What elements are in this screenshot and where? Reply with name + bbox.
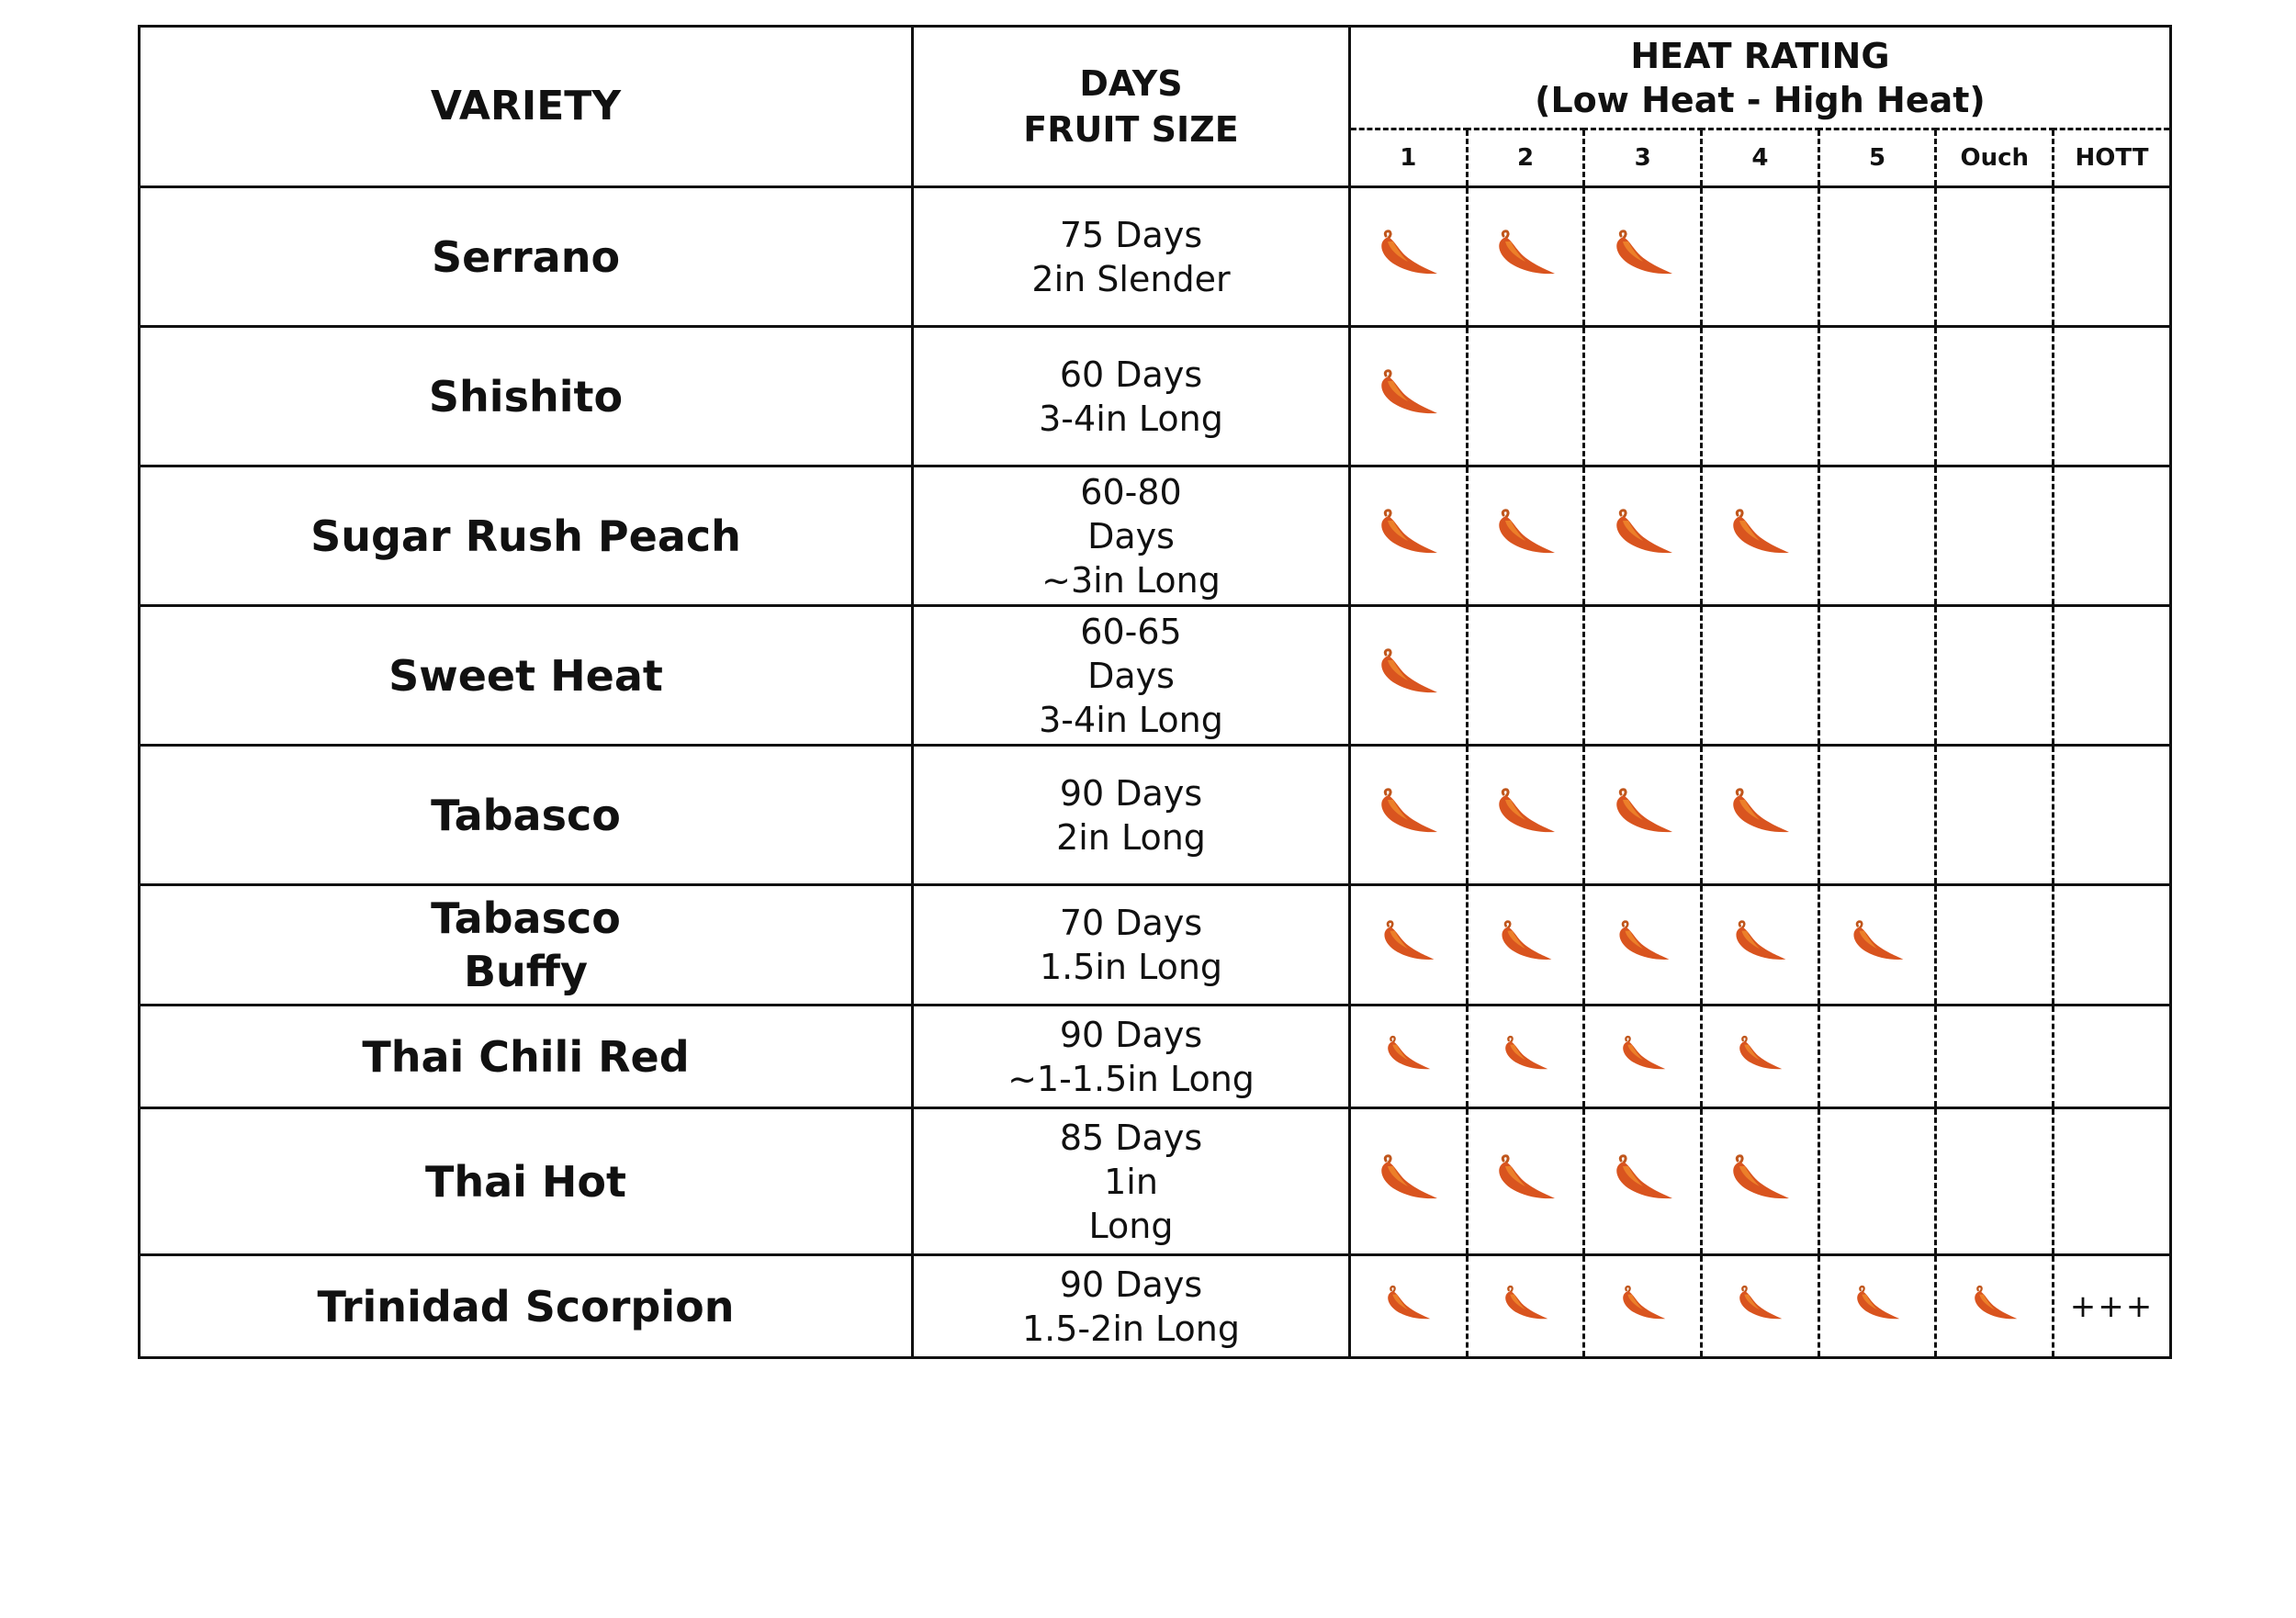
chili-pepper-icon xyxy=(1730,919,1789,967)
chili-pepper-icon xyxy=(1848,919,1907,967)
heat-cell-4 xyxy=(1702,885,1819,1006)
table-row xyxy=(140,1255,2171,1358)
chili-pepper-icon xyxy=(1382,1285,1434,1325)
heat-cell-7 xyxy=(2054,606,2171,746)
heat-cell-7 xyxy=(2054,1108,2171,1255)
heat-rating-header xyxy=(1350,27,2171,129)
heat-cell-6 xyxy=(1936,606,2054,746)
heat-cell-4 xyxy=(1702,187,1819,327)
days-fruit-size-text: Days xyxy=(1087,515,1175,556)
heat-cell-5 xyxy=(1818,1108,1936,1255)
days-fruit-size-text: 70 Days xyxy=(1059,903,1203,943)
days-fruit-size-cell xyxy=(913,1255,1350,1358)
heat-cell-5 xyxy=(1818,327,1936,466)
heat-cell-6 xyxy=(1936,327,2054,466)
days-fruit-size-text: 85 Days xyxy=(1059,1117,1203,1158)
heat-cell-1 xyxy=(1350,327,1468,466)
days-fruit-size-text: 2in Slender xyxy=(1031,258,1231,299)
chili-pepper-icon xyxy=(1492,229,1559,282)
chili-pepper-icon xyxy=(1734,1285,1785,1325)
days-fruit-size-cell xyxy=(913,746,1350,885)
chili-pepper-icon xyxy=(1617,1285,1669,1325)
heat-cell-7 xyxy=(2054,746,2171,885)
heat-cell-2 xyxy=(1467,885,1584,1006)
heat-cell-2 xyxy=(1467,1006,1584,1108)
variety-cell xyxy=(140,1108,913,1255)
heat-cell-5 xyxy=(1818,885,1936,1006)
heat-cell-5 xyxy=(1818,466,1936,606)
variety-name: Thai Chili Red xyxy=(362,1031,690,1082)
table-row xyxy=(140,1006,2171,1108)
heat-level-header-2: 2 xyxy=(1467,129,1584,187)
heat-cell-5 xyxy=(1818,746,1936,885)
heat-cell-6 xyxy=(1936,187,2054,327)
heat-cell-2 xyxy=(1467,606,1584,746)
table-row xyxy=(140,606,2171,746)
chili-pepper-icon xyxy=(1375,229,1441,282)
heat-cell-4 xyxy=(1702,1006,1819,1108)
heat-level-header-4: 4 xyxy=(1702,129,1819,187)
variety-name: Tabasco xyxy=(431,893,621,943)
days-fruit-size-text: 90 Days xyxy=(1059,1014,1203,1055)
heat-cell-3 xyxy=(1584,1255,1702,1358)
variety-cell xyxy=(140,466,913,606)
variety-header: VARIETY xyxy=(140,27,913,187)
table-row xyxy=(140,466,2171,606)
variety-cell xyxy=(140,1006,913,1108)
chili-pepper-icon xyxy=(1500,1035,1551,1075)
days-fruit-size-text: 3-4in Long xyxy=(1039,398,1223,439)
variety-name: Sugar Rush Peach xyxy=(310,511,741,561)
heat-level-header-hott: HOTT xyxy=(2054,129,2171,187)
heat-cell-1 xyxy=(1350,885,1468,1006)
heat-cell-2 xyxy=(1467,327,1584,466)
variety-cell xyxy=(140,187,913,327)
heat-cell-4 xyxy=(1702,466,1819,606)
heat-cell-1 xyxy=(1350,1255,1468,1358)
variety-cell xyxy=(140,606,913,746)
heat-cell-1 xyxy=(1350,1006,1468,1108)
heat-cell-3 xyxy=(1584,746,1702,885)
heat-level-header-5: 5 xyxy=(1818,129,1936,187)
heat-level-header-ouch: Ouch xyxy=(1936,129,2054,187)
chili-pepper-icon xyxy=(1727,508,1793,561)
heat-level-header-1: 1 xyxy=(1350,129,1468,187)
table-body xyxy=(140,187,2171,1358)
heat-cell-3 xyxy=(1584,885,1702,1006)
heat-cell-6 xyxy=(1936,1108,2054,1255)
days-fruit-size-text: 90 Days xyxy=(1059,1264,1203,1305)
chili-pepper-icon xyxy=(1375,368,1441,421)
variety-name: Shishito xyxy=(428,371,624,421)
days-fruit-size-text: 60-65 xyxy=(1080,611,1182,652)
chili-pepper-icon xyxy=(1500,1285,1551,1325)
heat-cell-6 xyxy=(1936,885,2054,1006)
variety-name: Serrano xyxy=(431,231,621,282)
heat-cell-2 xyxy=(1467,466,1584,606)
heat-cell-3 xyxy=(1584,1108,1702,1255)
chili-pepper-icon xyxy=(1614,919,1672,967)
days-fruit-size-cell xyxy=(913,1006,1350,1108)
table-row xyxy=(140,327,2171,466)
chili-pepper-icon xyxy=(1375,1153,1441,1207)
heat-cell-3 xyxy=(1584,606,1702,746)
days-fruit-size-cell xyxy=(913,885,1350,1006)
days-fruit-size-text: 75 Days xyxy=(1059,214,1203,255)
chili-pepper-icon xyxy=(1617,1035,1669,1075)
chili-pepper-icon xyxy=(1969,1285,2020,1325)
heat-cell-7 xyxy=(2054,1255,2171,1358)
days-fruit-size-text: Long xyxy=(1088,1205,1174,1246)
days-fruit-size-text: ~3in Long xyxy=(1041,559,1221,601)
days-fruit-size-text: 2in Long xyxy=(1056,816,1206,858)
days-fruit-size-text: 60-80 xyxy=(1080,471,1182,512)
variety-name: Thai Hot xyxy=(424,1156,627,1207)
days-fruit-size-text: 3-4in Long xyxy=(1039,699,1223,740)
heat-cell-1 xyxy=(1350,1108,1468,1255)
heat-cell-5 xyxy=(1818,1006,1936,1108)
days-fruit-size-text: 1.5in Long xyxy=(1039,947,1223,987)
heat-cell-3 xyxy=(1584,327,1702,466)
heat-cell-2 xyxy=(1467,1108,1584,1255)
table-row xyxy=(140,885,2171,1006)
heat-cell-1 xyxy=(1350,606,1468,746)
variety-name: Sweet Heat xyxy=(388,650,663,701)
heat-cell-6 xyxy=(1936,1006,2054,1108)
days-fruit-size-text: 1in xyxy=(1104,1161,1158,1202)
days-fruit-size-cell xyxy=(913,466,1350,606)
days-header-line2: FRUIT SIZE xyxy=(1023,109,1239,150)
heat-cell-5 xyxy=(1818,1255,1936,1358)
days-fruit-size-text: Days xyxy=(1087,655,1175,696)
heat-cell-2 xyxy=(1467,187,1584,327)
heat-cell-7 xyxy=(2054,327,2171,466)
heat-cell-4 xyxy=(1702,1255,1819,1358)
pepper-heat-table xyxy=(138,25,2172,1359)
chili-pepper-icon xyxy=(1492,787,1559,840)
days-fruit-size-header xyxy=(913,27,1350,187)
variety-name: Buffy xyxy=(463,947,589,996)
heat-header-line1: HEAT RATING xyxy=(1630,35,1890,76)
chili-pepper-icon xyxy=(1610,787,1676,840)
chili-pepper-icon xyxy=(1734,1035,1785,1075)
header-row xyxy=(140,27,2171,129)
days-header-line1: DAYS xyxy=(1079,63,1183,104)
chili-pepper-icon xyxy=(1492,508,1559,561)
chili-pepper-icon xyxy=(1375,647,1441,701)
chili-pepper-icon xyxy=(1375,787,1441,840)
days-fruit-size-cell xyxy=(913,606,1350,746)
heat-cell-5 xyxy=(1818,187,1936,327)
variety-cell xyxy=(140,746,913,885)
chili-pepper-icon xyxy=(1610,1153,1676,1207)
heat-cell-7 xyxy=(2054,466,2171,606)
heat-cell-7 xyxy=(2054,885,2171,1006)
heat-cell-7 xyxy=(2054,1006,2171,1108)
variety-cell xyxy=(140,1255,913,1358)
heat-cell-1 xyxy=(1350,466,1468,606)
chili-pepper-icon xyxy=(1610,229,1676,282)
days-fruit-size-cell xyxy=(913,327,1350,466)
chili-pepper-icon xyxy=(1727,1153,1793,1207)
heat-cell-3 xyxy=(1584,1006,1702,1108)
days-fruit-size-text: 90 Days xyxy=(1059,772,1203,814)
days-fruit-size-cell xyxy=(913,187,1350,327)
table-row xyxy=(140,1108,2171,1255)
heat-cell-5 xyxy=(1818,606,1936,746)
heat-cell-2 xyxy=(1467,1255,1584,1358)
days-fruit-size-text: 1.5-2in Long xyxy=(1022,1308,1240,1349)
heat-cell-7 xyxy=(2054,187,2171,327)
extra-heat-marker: +++ xyxy=(2069,1287,2155,1325)
heat-cell-2 xyxy=(1467,746,1584,885)
heat-cell-4 xyxy=(1702,1108,1819,1255)
heat-cell-3 xyxy=(1584,187,1702,327)
heat-cell-6 xyxy=(1936,1255,2054,1358)
heat-header-line2: (Low Heat - High Heat) xyxy=(1535,79,1986,120)
heat-cell-4 xyxy=(1702,327,1819,466)
heat-level-header-3: 3 xyxy=(1584,129,1702,187)
heat-cell-6 xyxy=(1936,466,2054,606)
days-fruit-size-cell xyxy=(913,1108,1350,1255)
chili-pepper-icon xyxy=(1375,508,1441,561)
chili-pepper-icon xyxy=(1379,919,1437,967)
heat-cell-1 xyxy=(1350,187,1468,327)
table-row xyxy=(140,187,2171,327)
heat-cell-6 xyxy=(1936,746,2054,885)
chili-pepper-icon xyxy=(1610,508,1676,561)
variety-cell xyxy=(140,327,913,466)
chili-pepper-icon xyxy=(1727,787,1793,840)
variety-name: Tabasco xyxy=(431,790,621,840)
heat-cell-3 xyxy=(1584,466,1702,606)
variety-cell xyxy=(140,885,913,1006)
heat-cell-4 xyxy=(1702,606,1819,746)
variety-name: Trinidad Scorpion xyxy=(317,1281,735,1331)
chili-pepper-icon xyxy=(1851,1285,1903,1325)
chili-pepper-icon xyxy=(1382,1035,1434,1075)
heat-cell-4 xyxy=(1702,746,1819,885)
days-fruit-size-text: 60 Days xyxy=(1059,354,1203,395)
days-fruit-size-text: ~1-1.5in Long xyxy=(1007,1058,1255,1099)
chili-pepper-icon xyxy=(1492,1153,1559,1207)
chili-pepper-icon xyxy=(1496,919,1555,967)
heat-cell-1 xyxy=(1350,746,1468,885)
table-row xyxy=(140,746,2171,885)
